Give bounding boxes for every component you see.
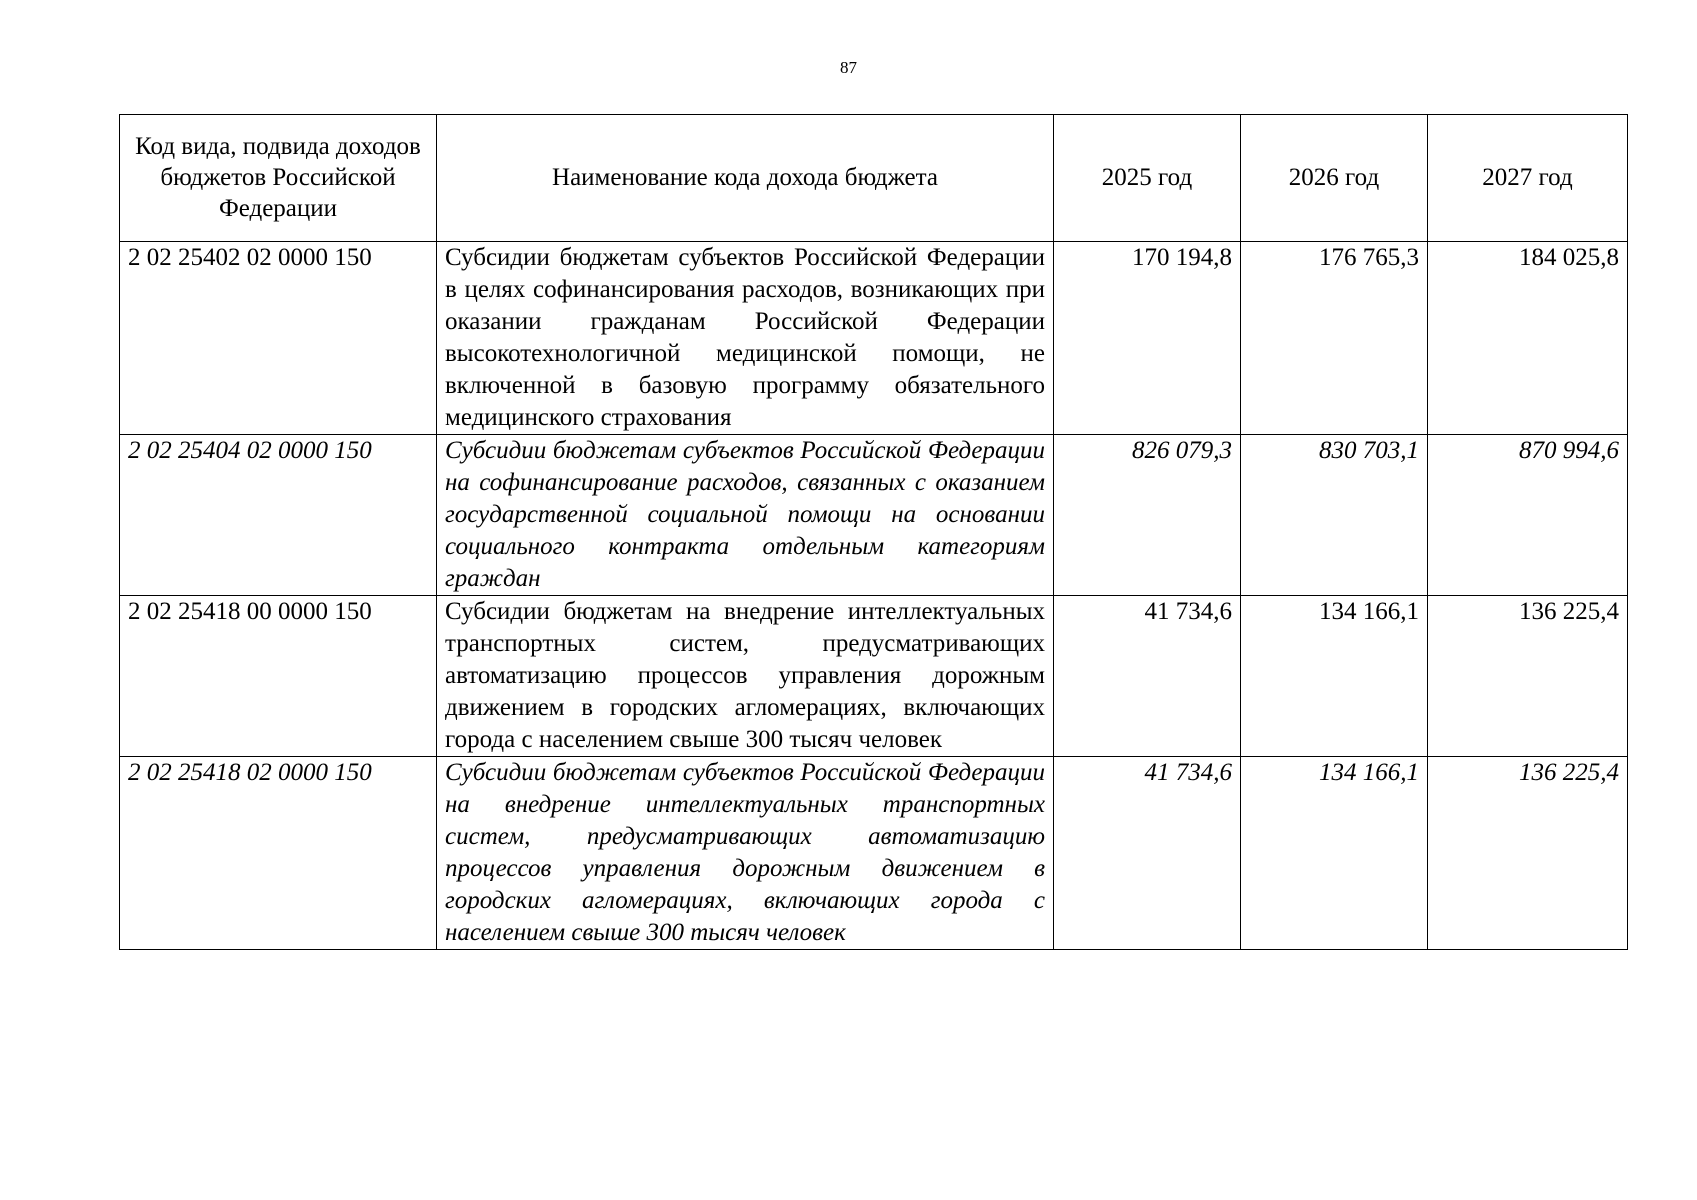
row-value-2027: 136 225,4 [1428,757,1628,950]
row-value-2026: 134 166,1 [1241,757,1428,950]
row-value-2027: 184 025,8 [1428,242,1628,435]
row-value-2026: 830 703,1 [1241,435,1428,596]
row-code: 2 02 25418 02 0000 150 [120,757,437,950]
header-code: Код вида, подвида доходов бюджетов Российской Федерации [120,115,437,242]
row-code: 2 02 25418 00 0000 150 [120,596,437,757]
table-row [120,757,1628,950]
row-value-2025: 170 194,8 [1054,242,1241,435]
row-value-2026: 176 765,3 [1241,242,1428,435]
header-2025: 2025 год [1054,115,1241,242]
table-header-row [120,115,1628,242]
page-number: 87 [840,58,857,77]
row-code: 2 02 25402 02 0000 150 [120,242,437,435]
table-row [120,596,1628,757]
header-2026: 2026 год [1241,115,1428,242]
row-code: 2 02 25404 02 0000 150 [120,435,437,596]
header-name: Наименование кода дохода бюджета [437,115,1054,242]
row-name: Субсидии бюджетам на внедрение интеллектуальных транспортных систем, предусматривающих автоматизацию процессов управления дорожным движением в городских агломерациях, включающих города с населением свыше 300 тысяч человек [437,596,1054,757]
table-row [120,242,1628,435]
table-row [120,435,1628,596]
row-value-2025: 826 079,3 [1054,435,1241,596]
header-2027: 2027 год [1428,115,1628,242]
row-name: Субсидии бюджетам субъектов Российской Федерации на софинансирование расходов, связанных с оказанием государственной социальной помощи на основании социального контракта отдельным категориям граждан [437,435,1054,596]
row-value-2027: 136 225,4 [1428,596,1628,757]
row-name: Субсидии бюджетам субъектов Российской Федерации на внедрение интеллектуальных транспортных систем, предусматривающих автоматизацию процессов управления дорожным движением в городских агломерациях, включающих города с населением свыше 300 тысяч человек [437,757,1054,950]
row-value-2027: 870 994,6 [1428,435,1628,596]
row-value-2025: 41 734,6 [1054,596,1241,757]
row-name: Субсидии бюджетам субъектов Российской Федерации в целях софинансирования расходов, возникающих при оказании гражданам Российской Федерации высокотехнологичной медицинской помощи, не включенной в базовую программу обязательного медицинского страхования [437,242,1054,435]
row-value-2026: 134 166,1 [1241,596,1428,757]
row-value-2025: 41 734,6 [1054,757,1241,950]
budget-revenue-table [119,114,1628,950]
